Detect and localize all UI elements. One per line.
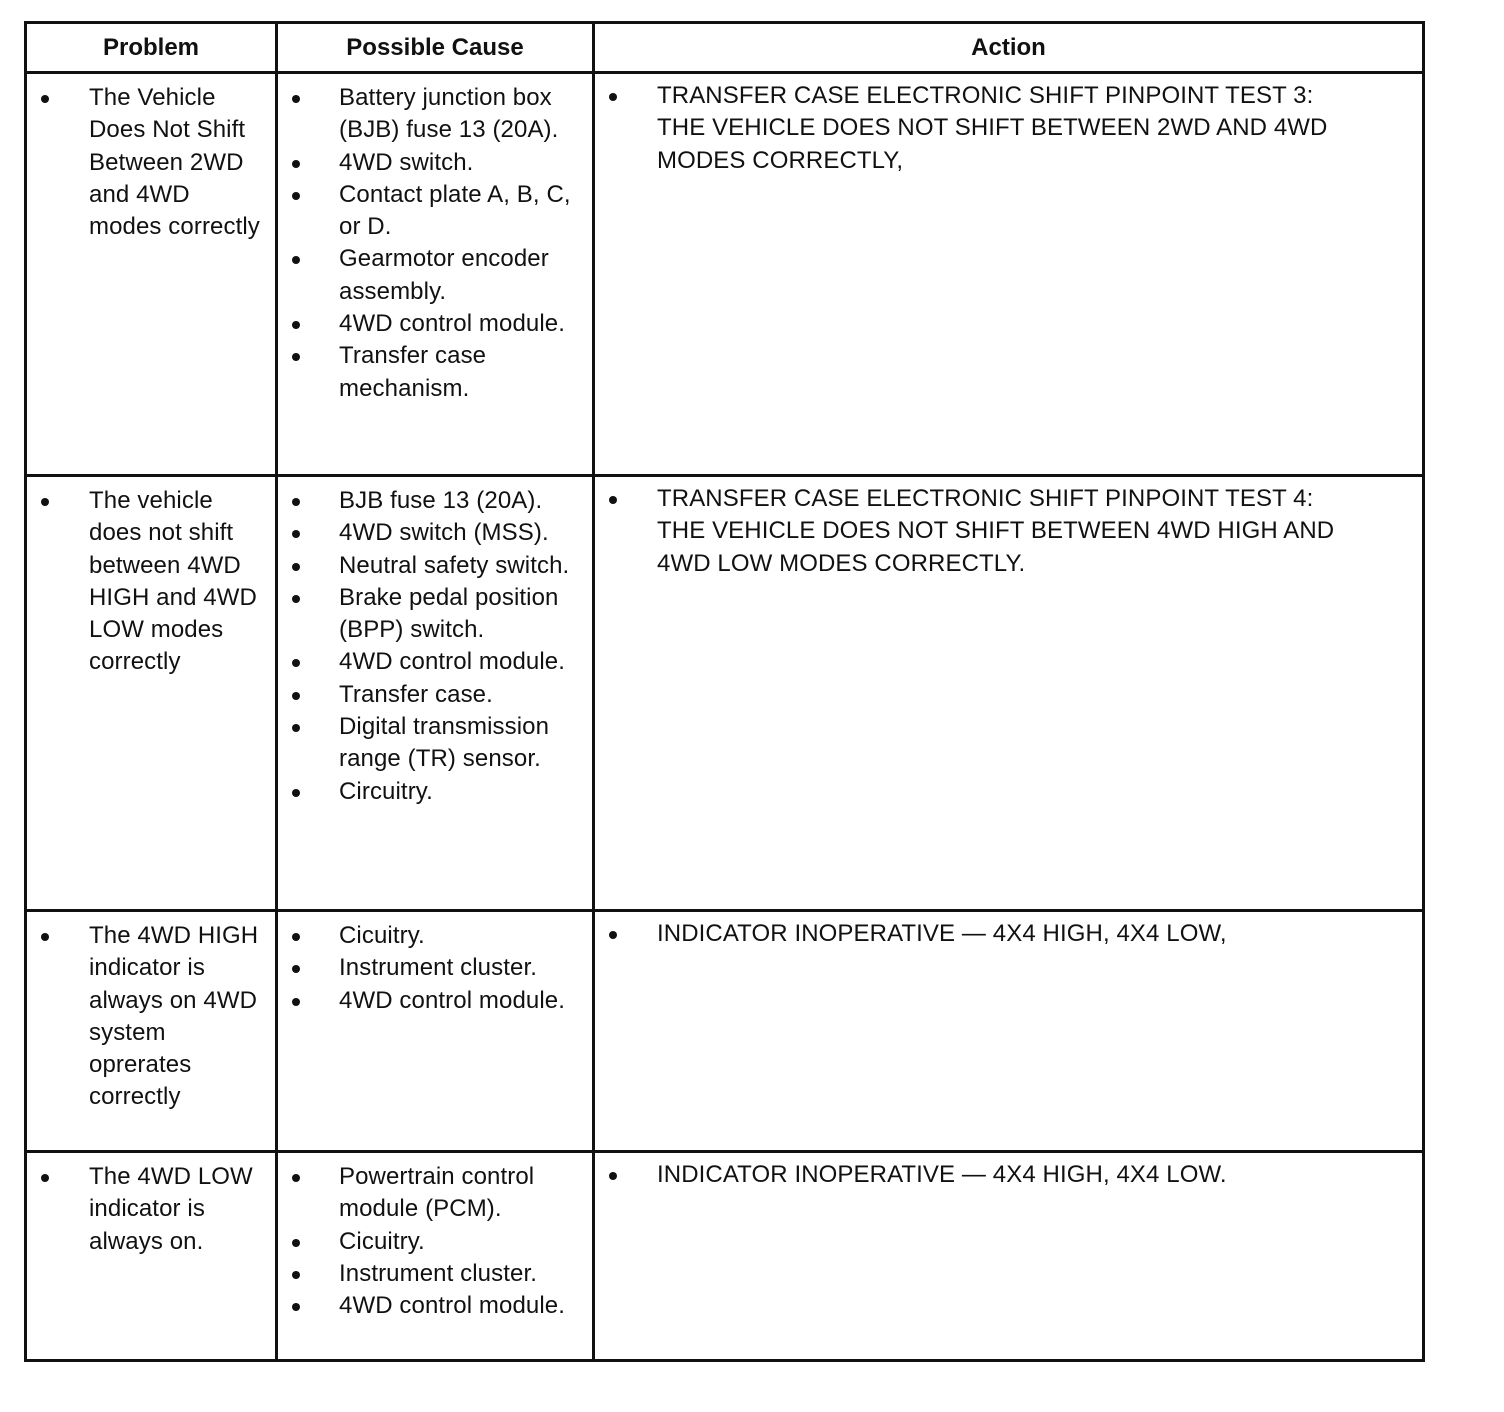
list-item — [278, 646, 586, 678]
list-item — [595, 80, 1416, 177]
header-possible-cause: Possible Cause — [277, 23, 594, 73]
action-cell — [594, 476, 1424, 911]
list-item — [278, 952, 586, 984]
bullet-icon — [292, 1239, 300, 1247]
cause-text: Gearmotor encoder assembly. — [339, 245, 549, 305]
list-item — [278, 308, 586, 340]
list-item — [278, 485, 586, 517]
problem-text: The vehicle does not shift between 4WD HIGH and 4WD LOW modes correctly — [89, 487, 257, 676]
action-cell — [594, 73, 1424, 476]
bullet-icon — [292, 160, 300, 168]
cause-cell — [277, 1152, 594, 1361]
cause-cell — [277, 73, 594, 476]
cause-text: Neutral safety switch. — [339, 551, 570, 579]
list-item — [278, 1226, 586, 1258]
bullet-icon — [292, 1271, 300, 1279]
list-item — [278, 985, 586, 1017]
table-row — [26, 1152, 1424, 1361]
cause-text: Brake pedal position (BPP) switch. — [339, 583, 559, 644]
list-item — [278, 711, 586, 776]
list-item — [278, 82, 586, 147]
bullet-icon — [609, 93, 617, 101]
list-item — [278, 340, 586, 405]
action-text: TRANSFER CASE ELECTRONIC SHIFT PINPOINT TEST 3: THE VEHICLE DOES NOT SHIFT BETWEEN 2WD AND 4WD MODES CORRECTLY, — [657, 82, 1328, 174]
bullet-icon — [41, 95, 49, 103]
cause-text: Cicuitry. — [339, 1227, 425, 1255]
bullet-icon — [292, 692, 300, 700]
bullet-icon — [292, 1303, 300, 1311]
action-cell — [594, 911, 1424, 1152]
bullet-icon — [292, 563, 300, 571]
problem-cell — [26, 476, 277, 911]
table-row — [26, 73, 1424, 476]
bullet-icon — [292, 998, 300, 1006]
table-row — [26, 911, 1424, 1152]
list-item — [278, 517, 586, 549]
cause-cell — [277, 911, 594, 1152]
bullet-icon — [41, 933, 49, 941]
problem-text: The 4WD LOW indicator is always on. — [89, 1163, 253, 1255]
bullet-icon — [292, 192, 300, 200]
cause-text: 4WD control module. — [339, 648, 565, 676]
cause-text: Powertrain control module (PCM). — [339, 1163, 535, 1223]
cause-text: Contact plate A, B, C, or D. — [339, 180, 571, 241]
list-item — [278, 920, 586, 952]
bullet-icon — [292, 659, 300, 667]
action-cell — [594, 1152, 1424, 1361]
cause-text: 4WD control module. — [339, 1292, 565, 1320]
list-item — [278, 147, 586, 179]
cause-text: 4WD switch (MSS). — [339, 519, 549, 547]
header-action: Action — [594, 23, 1424, 73]
problem-cell — [26, 1152, 277, 1361]
cause-text: 4WD control module. — [339, 986, 565, 1014]
cause-text: 4WD switch. — [339, 148, 474, 176]
list-item — [27, 82, 269, 243]
bullet-icon — [609, 931, 617, 939]
bullet-icon — [292, 256, 300, 264]
bullet-icon — [292, 724, 300, 732]
bullet-icon — [292, 353, 300, 361]
list-item — [278, 550, 586, 582]
bullet-icon — [609, 496, 617, 504]
cause-text: Transfer case. — [339, 680, 493, 708]
header-row — [26, 23, 1424, 73]
problem-cell — [26, 73, 277, 476]
bullet-icon — [292, 965, 300, 973]
bullet-icon — [292, 933, 300, 941]
list-item — [278, 179, 586, 244]
action-text: TRANSFER CASE ELECTRONIC SHIFT PINPOINT TEST 4: THE VEHICLE DOES NOT SHIFT BETWEEN 4WD HIGH AND 4WD LOW MODES CORRECTLY. — [657, 485, 1335, 577]
header-problem: Problem — [26, 23, 277, 73]
bullet-icon — [292, 1174, 300, 1182]
bullet-icon — [609, 1172, 617, 1180]
list-item — [278, 582, 586, 647]
table-row — [26, 476, 1424, 911]
list-item — [278, 243, 586, 308]
action-text: INDICATOR INOPERATIVE — 4X4 HIGH, 4X4 LOW. — [657, 1161, 1227, 1188]
bullet-icon — [41, 498, 49, 506]
bullet-icon — [292, 321, 300, 329]
cause-text: Instrument cluster. — [339, 1259, 537, 1287]
list-item — [595, 1159, 1416, 1191]
bullet-icon — [292, 595, 300, 603]
list-item — [27, 920, 269, 1114]
list-item — [278, 679, 586, 711]
cause-cell — [277, 476, 594, 911]
list-item — [278, 1161, 586, 1226]
list-item — [27, 485, 269, 679]
problem-text: The Vehicle Does Not Shift Between 2WD and 4WD modes correctly — [89, 84, 260, 241]
bullet-icon — [41, 1174, 49, 1182]
cause-text: 4WD control module. — [339, 310, 565, 338]
cause-text: Battery junction box (BJB) fuse 13 (20A). — [339, 84, 559, 144]
bullet-icon — [292, 530, 300, 538]
problem-text: The 4WD HIGH indicator is always on 4WD system oprerates correctly — [89, 922, 259, 1111]
cause-text: Transfer case mechanism. — [339, 342, 487, 402]
list-item — [278, 1290, 586, 1322]
cause-text: BJB fuse 13 (20A). — [339, 487, 543, 514]
cause-text: Instrument cluster. — [339, 954, 537, 982]
bullet-icon — [292, 789, 300, 797]
bullet-icon — [292, 498, 300, 506]
diagnosis-table — [24, 21, 1425, 1362]
list-item — [278, 776, 586, 808]
cause-text: Circuitry. — [339, 777, 433, 805]
cause-text: Digital transmission range (TR) sensor. — [339, 713, 550, 773]
bullet-icon — [292, 95, 300, 103]
list-item — [278, 1258, 586, 1290]
list-item — [595, 483, 1416, 580]
list-item — [595, 918, 1416, 950]
list-item — [27, 1161, 269, 1258]
action-text: INDICATOR INOPERATIVE — 4X4 HIGH, 4X4 LOW, — [657, 920, 1227, 947]
problem-cell — [26, 911, 277, 1152]
cause-text: Cicuitry. — [339, 922, 425, 949]
